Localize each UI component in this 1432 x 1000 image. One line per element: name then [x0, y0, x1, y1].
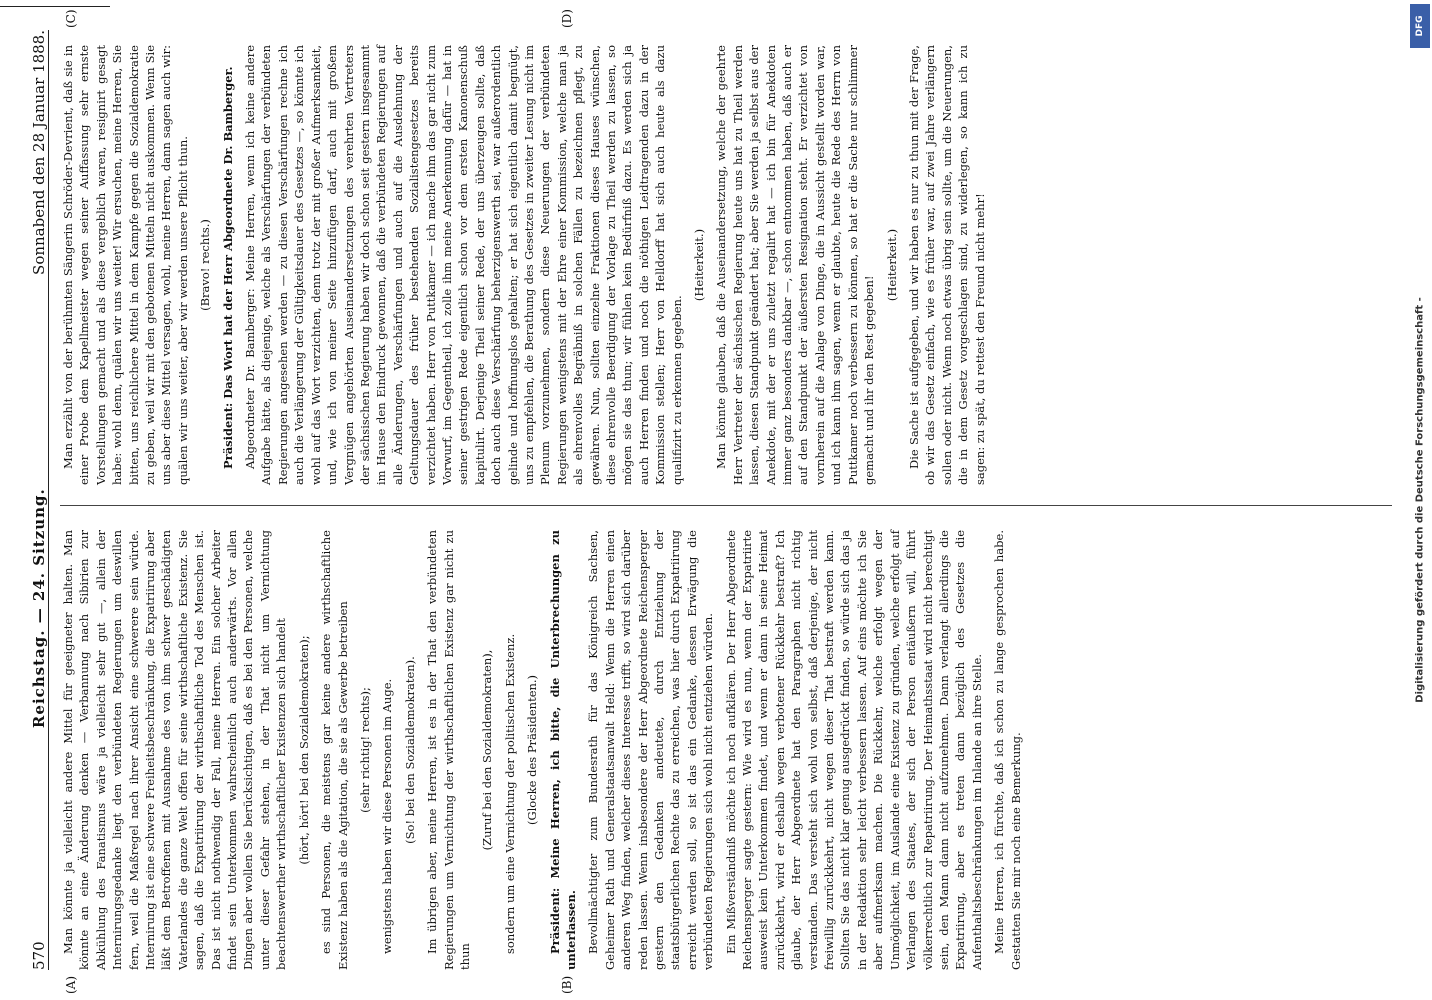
- dfg-logo: DFG: [1410, 4, 1430, 48]
- page-number: 570: [30, 941, 48, 970]
- paragraph: sondern um eine Vernichtung der politischen Existenz.: [502, 633, 517, 954]
- interjection: (Heiterkeit.): [692, 228, 707, 302]
- header-session: Reichstag. — 24. Sitzung.: [30, 488, 48, 729]
- interjection: (hört, hört! bei den Sozialdemokraten);: [296, 635, 311, 865]
- interjection: (Glocke des Präsidenten.): [525, 674, 540, 826]
- margin-mark-b: (B): [560, 975, 574, 994]
- speaker-paragraph: Präsident: Meine Herren, ich bitte, die Unterbrechungen zu unterlassen.: [547, 530, 578, 970]
- interjection: (Bravo! rechts.): [198, 219, 213, 311]
- paragraph: Die Sache ist aufgegeben, und wir haben es nur zu thun mit der Frage, ob wir das Gesetz einfach, wie es früher war, auf zwei Jahre verlängern sollen oder nicht. Wenn noch etwas übrig sein sollte, um die Neuerungen, die in dem Gesetz vorgeschlagen sind, zu widerlegen, so kann ich zu sagen: zu spät, du rettest den Freund nicht mehr!: [906, 45, 987, 485]
- paragraph: Abgeordneter Dr. Bamberger: Meine Herren, wenn ich keine andere Aufgabe hätte, als diejenige, welche als Verschärfungen der verbündeten Regierungen angesehen werden — zu diesen Verschärfungen rechne ich auch die Verlängerung der Gültigkeitsdauer des Gesetzes —, so könnte ich wohl auf das Wort verzichten, denn trotz der mit großer Aufmerksamkeit, und, wie ich von meiner Seite hinzufügen darf, auch mit großem Vergnügen angehörten Auseinandersetzungen des verehrten Vertreters der sächsischen Regierung haben wir doch schon seit gestern insgesammt im Hause den Eindruck gewonnen, daß die verbündeten Regierungen auf alle Änderungen, Verschärfungen und auch auf die Ausdehnung der Geltungsdauer des früher bestehenden Sozialistengesetzes bereits verzichtet haben. Herr von Puttkamer — ich mache ihm das gar nicht zum Vorwurf, im Gegentheil, ich zolle ihm meine Anerkennung dafür — hat in seiner gestrigen Rede eigentlich schon vor dem ersten Kanonenschuß kapitulirt. Derjenige Theil seiner Rede, der uns überzeugen sollte, daß doch auch diese Verschärfung beherzigenswerth sei, war außerordentlich gelinde und hoffnungslos gehalten; er hat sich eigentlich damit begnügt, uns zu empfehlen, die Berathung des Gesetzes in zweiter Lesung nicht im Plenum vorzunehmen, sondern diese Neuerungen der verbündeten Regierungen wenigstens mit der Ehre einer Kommission, welche man ja als ehrenvolles Begräbniß in solchen Fällen zu bezeichnen pflegt, zu gewähren. Nun, sollten einzelne Fraktionen dieses Hauses wünschen, diese ehrenvolle Beerdigung der Vorlage zu Theil werden zu lassen, so mögen sie das thun; wir fühlen kein Bedürfniß dazu. Es werden sich ja auch Herren finden und noch die nöthigen Leidtragenden dazu in der Kommission stellen; Herr von Helldorff hat sich auch heute als dazu qualifizirt zu erkennen gegeben.: [243, 45, 684, 485]
- paragraph: Man könnte ja vielleicht andere Mittel für geeigneter halten. Man könnte an eine Änderung denken — Verbannung nach Sibirien zur Abkühlung des Fanatismus wäre ja vielleicht sehr gut —, allein der Internirungsgedanke liegt den verbündeten Regierungen um deswillen fern, weil die Maßregel nach ihrer Ansicht eine schwerere sein würde. Internirung ist eine schwere Freiheitsbeschränkung, die Expatriirung aber läßt dem Betroffenen mit Ausnahme des von ihm schwer geschädigten Vaterlandes die ganze Welt offen für seine wirthschaftliche Existenz. Sie sagen, daß die Expatriirung der wirthschaftliche Tod des Menschen ist. Das ist nicht nothwendig der Fall, meine Herren. Ein solcher Arbeiter findet sein Unterkommen wahrscheinlich auch anderwärts. Vor allen Dingen aber wollen Sie berücksichtigen, daß es bei den Personen, welche unter dieser Gefahr stehen, in der That nicht um Vernichtung beachtenswerther wirthschaftlicher Existenzen sich handelt: [61, 530, 289, 970]
- paragraph: Man könnte glauben, daß die Auseinandersetzung, welche der geehrte Herr Vertreter der sächsischen Regierung heute uns hat zu Theil werden lassen, diesen Standpunkt geändert hat; aber Sie werden ja selbst aus der Anekdote, mit der er uns zuletzt regalirt hat — ich bin für Anekdoten immer ganz besonders dankbar —, schon entnommen haben, daß auch er auf den Standpunkt der äußersten Resignation steht. Er verzichtet von vornherein auf die Anlage von Dinge, die in Aussicht gestellt worden war, und ich kann ihm sagen, wenn er glaubte, heute die Rede des Herrn von Puttkamer noch verbessern zu können, so hat er die Sache nur schlimmer gemacht und ihr den Rest gegeben!: [714, 45, 877, 485]
- interjection: (sehr richtig! rechts);: [357, 687, 372, 813]
- left-column: [60, 530, 1030, 970]
- interjection: (Heiterkeit.): [884, 228, 899, 302]
- margin-mark-d: (D): [560, 9, 574, 28]
- dfg-credit-text: Digitalisierung gefördert durch die Deutsche Forschungsgemeinschaft -: [1414, 297, 1426, 703]
- interjection: (So! bei den Sozialdemokraten).: [402, 656, 417, 844]
- paragraph: Bevollmächtigter zum Bundesrath für das Königreich Sachsen, Geheimer Rath und Generalstaatsanwalt Held: Wenn die Herren einen anderen Weg finden, welcher dieses Interesse trifft, so wird sich darüber reden lassen. Wenn insbesondere der Herr Abgeordnete Reichensperger gestern den Gedanken andeutete, durch Entziehung der staatsbürgerlichen Rechte das zu erreichen, was hier durch Expatriirung erreicht werden soll, so ist das ein Gedanke, dessen Erwägung die verbündeten Regierungen sich wohl nicht entziehen würden.: [586, 530, 716, 970]
- header-date: Sonnabend den 28 Januar 1888.: [30, 30, 48, 275]
- paragraph: Meine Herren, ich fürchte, daß ich schon zu lange gesprochen habe. Gestatten Sie mir noch eine Bemerkung.: [992, 530, 1023, 970]
- right-column: [60, 45, 994, 485]
- running-header: [22, 30, 49, 970]
- paragraph: wenigstens haben wir diese Personen im Auge.: [380, 678, 395, 954]
- paragraph: Ein Mißverständniß möchte ich noch aufklären. Der Herr Abgeordnete Reichensperger sagte gestern: Wie wird es nun, wenn der Expatriirte ausweist kein Unterkommen findet, und wenn er dann in seine Heimat zurückkehrt, wird er deshalb wegen verbotener Rückkehr bestraft? Ich glaube, der Herr Abgeordnete hat den Paragraphen nicht richtig verstanden. Das versteht sich wohl von selbst, daß derjenige, der nicht freiwillig zurückkehrt, nicht wegen dieser That bestraft werden kann. Sollten Sie das nicht klar genug ausgedrückt finden, so würde sich das ja in der Redaktion sehr leicht verbessern lassen. Auf eins möchte ich Sie aber aufmerksam machen. Die Rückkehr, welche erfolgt wegen der Unmöglichkeit, im Auslande eine Existenz zu gründen, welche erfolgt auf Verlangen des Staates, der sich der Person entäußern will, führt völkerrechtlich zur Repatriirung. Der Heimathsstaat wird nicht berechtigt sein, den Mann dann nicht aufzunehmen. Dann verlangt allerdings die Expatriirung, aber es treten dann bezüglich des Gesetzes die Aufenthaltsbeschränkungen im Inlande an ihre Stelle.: [723, 530, 984, 970]
- speaker-paragraph: Präsident: Das Wort hat der Herr Abgeordnete Dr. Bamberger.: [220, 66, 235, 469]
- margin-mark-c: (C): [64, 9, 78, 28]
- column-divider: [60, 505, 1392, 506]
- interjection: (Zuruf bei den Sozialdemokraten),: [480, 649, 495, 851]
- paragraph: Im übrigen aber, meine Herren, ist es in der That den verbündeten Regierungen um Vernichtung der wirthschaftlichen Existenz gar nicht zu thun: [425, 530, 472, 970]
- paragraph: Man erzählt von der berühmten Sängerin Schröder-Devrient, daß sie in einer Probe dem Kapellmeister wegen seiner Auffassung sehr ernste Vorstellungen gemacht und als diese vergeblich waren, resignirt gesagt habe: wohl denn, quälen wir uns weiter! Wir ersuchen, meine Herren, Sie bitten, uns reichlichere Mittel in dem Kampfe gegen die Sozialdemokratie zu geben, weil wir mit den gebotenen Mitteln nicht auskommen. Wenn Sie uns aber diese Mittel versagen, wohl, meine Herren, dann sagen auch wir: quälen wir uns weiter, aber wir werden unsere Pflicht thun.: [61, 45, 190, 485]
- margin-mark-a: (A): [64, 975, 78, 994]
- dfg-stamp: [1408, 0, 1432, 1000]
- paragraph: es sind Personen, die meistens gar keine andere wirthschaftliche Existenz haben als die Agitation, die sie als Gewerbe betreiben: [319, 530, 350, 970]
